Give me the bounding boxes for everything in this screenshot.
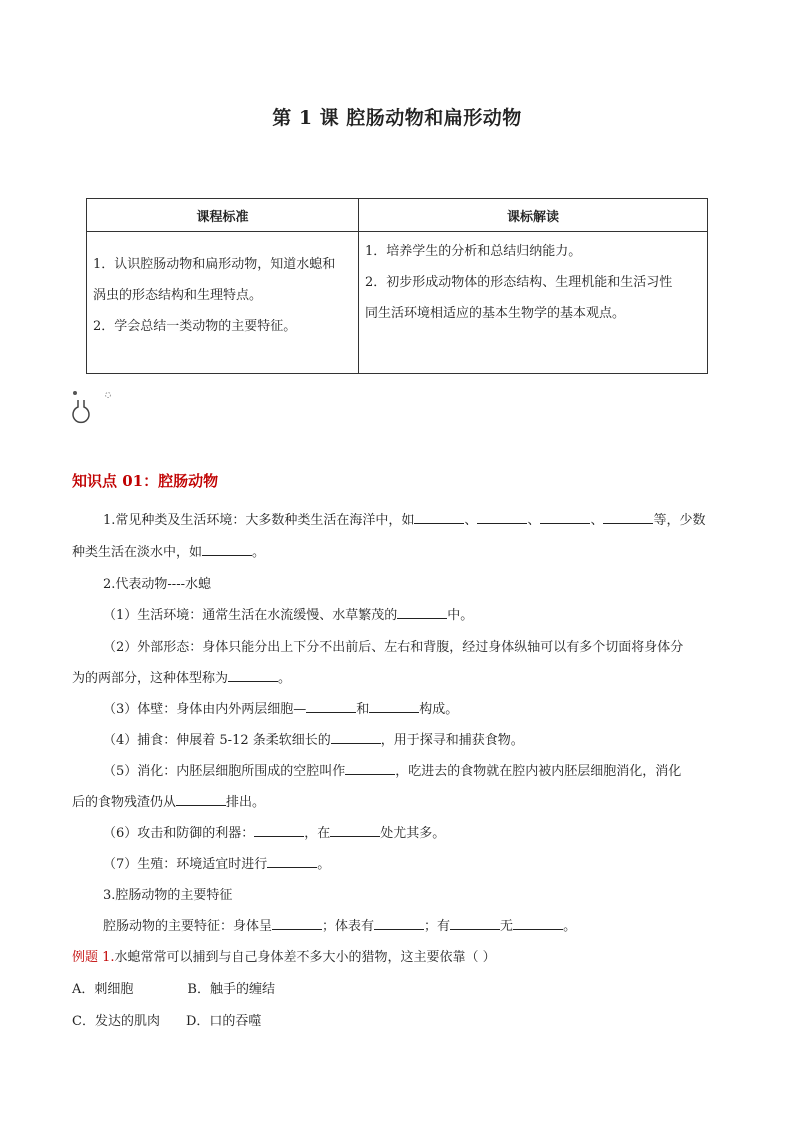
line-s3: 3.腔肠动物的主要特征 [103,888,233,903]
header-interpret: 课标解读 [359,199,708,232]
interpret-line: 同生活环境相适应的基本生物学的基本观点。 [365,306,626,321]
line-s1b: 种类生活在淡水中，如 。 [72,545,266,560]
standard-line: 1．认识腔肠动物和扁形动物，知道水螅和 [93,257,336,272]
page-title: 第 1 课 腔肠动物和扁形动物 [272,107,522,129]
line-p4: （4）捕食：伸展着 5-12 条柔软细长的 ，用于探寻和捕获食物。 [103,733,524,748]
example-question: 例题 1.水螅常常可以捕到与自己身体差不多大小的猎物，这主要依靠（ ） [72,950,496,965]
interpret-cell [359,232,708,374]
curriculum-table [86,198,708,374]
line-p5b: 后的食物残渣仍从 排出。 [72,795,266,810]
options-row-2: C．发达的肌肉 D．口的吞噬 [72,1014,262,1029]
line-p2b: 为的两部分，这种体型称为 。 [72,671,292,686]
line-p6: （6）攻击和防御的利器： ，在 处尤其多。 [103,826,446,841]
flask-icon [70,388,116,428]
line-p7: （7）生殖：环境适宜时进行 。 [103,857,331,872]
header-standard: 课程标准 [87,199,359,232]
standard-cell [87,232,359,374]
interpret-line: 2．初步形成动物体的形态结构、生理机能和生活习性 [365,275,673,290]
standard-line: 涡虫的形态结构和生理特点。 [93,288,263,303]
line-p5a: （5）消化：内胚层细胞所围成的空腔叫作 ，吃进去的食物就在腔内被内胚层细胞消化，消化 [103,764,682,779]
line-p3: （3）体壁：身体由内外两层细胞— 和 构成。 [103,702,459,717]
standard-line: 2．学会总结一类动物的主要特征。 [93,319,297,334]
line-p1: （1）生活环境：通常生活在水流缓慢、水草繁茂的 中。 [103,608,474,623]
line-p2a: （2）外部形态：身体只能分出上下分不出前后、左右和背腹，经过身体纵轴可以有多个切面将身体分 [103,640,684,655]
options-row-1: A．刺细胞 B．触手的缠结 [72,982,275,997]
section-heading: 知识点 01：腔肠动物 [72,472,219,490]
line-s2: 2.代表动物----水螅 [103,577,211,592]
interpret-line: 1．培养学生的分析和总结归纳能力。 [365,244,582,259]
line-s1a: 1.常见种类及生活环境：大多数种类生活在海洋中，如 、 、 、 等，少数 [103,513,706,528]
line-s3-features: 腔肠动物的主要特征：身体呈 ；体表有 ；有 无 。 [103,919,577,934]
